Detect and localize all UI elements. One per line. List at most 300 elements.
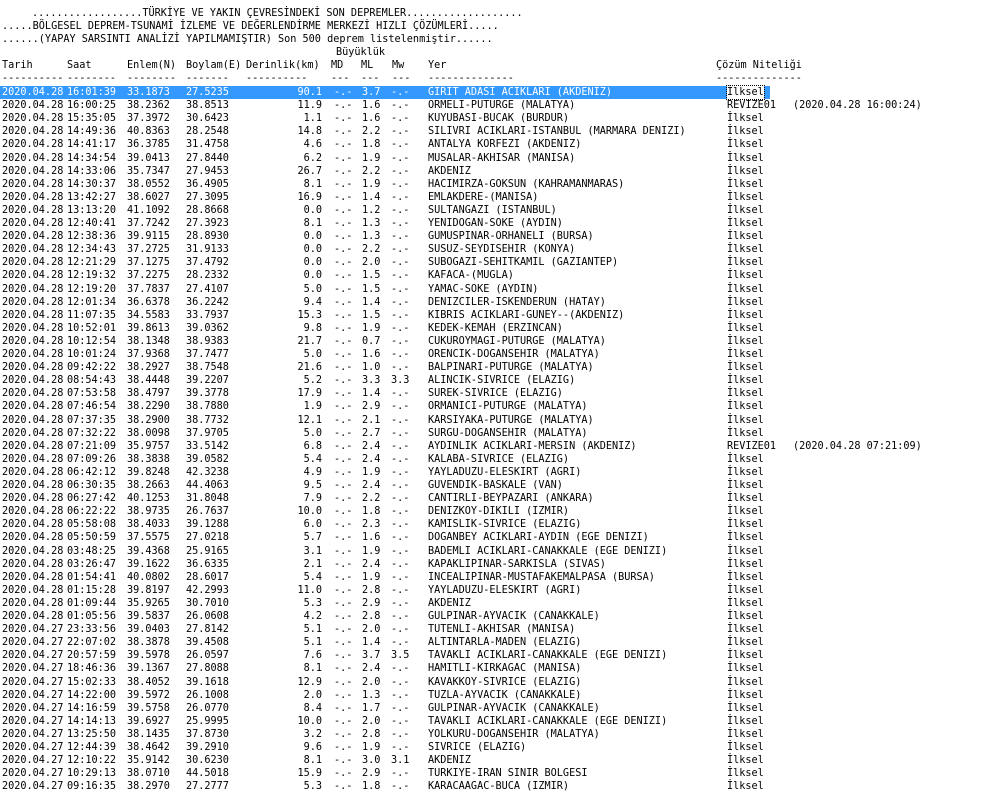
cell-solution: İlksel	[727, 309, 764, 321]
cell-solution: İlksel	[727, 126, 764, 138]
cell-location: AYDINLIK ACIKLARI-MERSIN (AKDENIZ)	[428, 440, 637, 452]
cell-date: 2020.04.28	[2, 152, 64, 164]
cell-date: 2020.04.27	[2, 742, 64, 753]
cell-depth: 8.4	[303, 702, 322, 714]
earthquake-row[interactable]	[0, 689, 1000, 702]
cell-ml: 2.8	[362, 728, 381, 740]
cell-longitude: 38.7548	[186, 362, 229, 374]
cell-location: CUKUROYMAGI-PUTURGE (MALATYA)	[428, 335, 606, 347]
cell-date: 2020.04.28	[2, 558, 64, 570]
cell-mw: -.-	[391, 152, 410, 164]
cell-time: 07:32:22	[67, 427, 117, 439]
earthquake-row[interactable]	[0, 414, 1000, 427]
cell-date: 2020.04.27	[2, 728, 64, 740]
cell-longitude: 26.0770	[186, 702, 229, 714]
cell-ml: 1.6	[362, 113, 381, 125]
cell-mw: -.-	[391, 218, 410, 229]
earthquake-row[interactable]	[0, 296, 1000, 309]
cell-latitude: 39.5758	[127, 702, 170, 714]
cell-ml: 1.6	[362, 100, 381, 112]
cell-solution: İlksel	[727, 689, 764, 701]
cell-time: 14:30:37	[67, 178, 117, 190]
cell-longitude: 37.7477	[186, 349, 229, 360]
cell-mw: 3.3	[391, 375, 410, 387]
earthquake-row[interactable]	[0, 571, 1000, 584]
earthquake-row[interactable]	[0, 676, 1000, 689]
cell-ml: 1.3	[362, 231, 381, 243]
earthquake-row[interactable]	[0, 531, 1000, 544]
cell-date: 2020.04.27	[2, 676, 64, 688]
cell-depth: 8.1	[303, 218, 322, 229]
earthquake-row[interactable]	[0, 125, 1000, 138]
earthquake-row[interactable]	[0, 178, 1000, 191]
cell-location: KAFACA-(MUGLA)	[428, 270, 514, 282]
cell-time: 10:01:24	[67, 349, 117, 360]
rule-latitude: --------	[127, 73, 177, 84]
cell-date: 2020.04.28	[2, 611, 64, 622]
cell-md: -.-	[334, 715, 353, 727]
cell-solution: REVIZE01	[727, 100, 777, 112]
cell-ml: 1.7	[362, 702, 381, 714]
cell-longitude: 39.0582	[186, 453, 229, 465]
cell-ml: 1.9	[362, 545, 381, 557]
earthquake-row[interactable]	[0, 322, 1000, 335]
cell-depth: 3.1	[303, 545, 322, 557]
cell-ml: 1.6	[362, 349, 381, 360]
cell-md: -.-	[334, 519, 353, 531]
cell-md: -.-	[334, 204, 353, 216]
earthquake-row[interactable]	[0, 492, 1000, 505]
cell-date: 2020.04.28	[2, 375, 64, 387]
cell-longitude: 25.9165	[186, 545, 229, 557]
cell-depth: 0.0	[303, 244, 322, 256]
cell-date: 2020.04.28	[2, 401, 64, 413]
cell-depth: 9.4	[303, 296, 322, 308]
cell-mw: -.-	[391, 571, 410, 583]
cell-md: -.-	[334, 191, 353, 203]
col-header-depth: Derinlik(km)	[246, 60, 320, 71]
cell-longitude: 36.6335	[186, 558, 229, 570]
earthquake-row[interactable]	[0, 243, 1000, 256]
cell-depth: 5.3	[303, 781, 322, 793]
cell-latitude: 39.5972	[127, 689, 170, 701]
cell-latitude: 37.9368	[127, 349, 170, 360]
cell-ml: 1.5	[362, 270, 381, 282]
cell-time: 08:54:43	[67, 375, 117, 387]
cell-time: 01:15:28	[67, 584, 117, 596]
cell-time: 22:07:02	[67, 637, 117, 649]
earthquake-row[interactable]	[0, 361, 1000, 374]
cell-depth: 5.1	[303, 624, 322, 636]
cell-mw: -.-	[391, 624, 410, 636]
cell-latitude: 37.5575	[127, 532, 170, 544]
earthquake-row[interactable]	[0, 610, 1000, 623]
cell-ml: 3.0	[362, 755, 381, 767]
cell-longitude: 30.7010	[186, 597, 229, 609]
cell-latitude: 39.0403	[127, 624, 170, 636]
cell-depth: 0.0	[303, 270, 322, 282]
cell-ml: 1.8	[362, 506, 381, 518]
earthquake-row[interactable]	[0, 636, 1000, 649]
earthquake-row[interactable]	[0, 715, 1000, 728]
earthquake-row[interactable]	[0, 191, 1000, 204]
cell-md: -.-	[334, 100, 353, 112]
cell-mw: -.-	[391, 584, 410, 596]
cell-location: EMLAKDERE-(MANISA)	[428, 191, 539, 203]
cell-ml: 2.3	[362, 519, 381, 531]
rule-location: --------------	[428, 73, 514, 84]
earthquake-row[interactable]	[0, 767, 1000, 780]
earthquake-row[interactable]	[0, 230, 1000, 243]
cell-solution: İlksel	[727, 755, 764, 767]
cell-mw: -.-	[391, 335, 410, 347]
cell-latitude: 38.0710	[127, 768, 170, 780]
cell-md: -.-	[334, 624, 353, 636]
cell-depth: 90.1	[297, 87, 322, 98]
cell-date: 2020.04.28	[2, 493, 64, 505]
cell-location: SUBOGAZI-SEHITKAMIL (GAZIANTEP)	[428, 257, 619, 269]
earthquake-row[interactable]	[0, 728, 1000, 741]
col-header-time: Saat	[67, 60, 92, 71]
cell-ml: 1.9	[362, 322, 381, 334]
cell-ml: 2.0	[362, 676, 381, 688]
cell-latitude: 36.6378	[127, 296, 170, 308]
cell-solution: İlksel	[727, 335, 764, 347]
cell-time: 10:29:13	[67, 768, 117, 780]
earthquake-row[interactable]	[0, 400, 1000, 413]
cell-latitude: 39.1367	[127, 663, 170, 675]
cell-location: ORENCIK-DOGANSEHIR (MALATYA)	[428, 349, 600, 360]
cell-mw: -.-	[391, 401, 410, 413]
cell-mw: -.-	[391, 611, 410, 622]
cell-solution: İlksel	[727, 624, 764, 636]
subtitle-line: .....BÖLGESEL DEPREM-TSUNAMİ İZLEME VE DEĞERLENDİRME MERKEZİ HIZLI ÇÖZÜMLERİ.....	[2, 21, 499, 32]
cell-solution: İlksel	[727, 584, 764, 596]
cell-longitude: 27.8088	[186, 663, 229, 675]
cell-date: 2020.04.27	[2, 702, 64, 714]
earthquake-row[interactable]	[0, 335, 1000, 348]
cell-solution: İlksel	[727, 545, 764, 557]
earthquake-row[interactable]	[0, 780, 1000, 793]
cell-depth: 1.9	[303, 401, 322, 413]
earthquake-row[interactable]	[0, 165, 1000, 178]
cell-depth: 0.0	[303, 231, 322, 243]
cell-ml: 1.9	[362, 571, 381, 583]
cell-location: ORMELI-PUTURGE (MALATYA)	[428, 100, 576, 112]
cell-date: 2020.04.27	[2, 650, 64, 662]
cell-mw: -.-	[391, 532, 410, 544]
cell-date: 2020.04.28	[2, 204, 64, 216]
cell-depth: 4.9	[303, 466, 322, 478]
cell-mw: -.-	[391, 742, 410, 753]
cell-time: 06:30:35	[67, 480, 117, 491]
cell-time: 11:07:35	[67, 309, 117, 321]
rule-ml: ---	[361, 73, 380, 84]
cell-longitude: 27.3923	[186, 218, 229, 229]
cell-mw: -.-	[391, 296, 410, 308]
earthquake-row[interactable]	[0, 518, 1000, 531]
cell-solution: İlksel	[727, 427, 764, 439]
earthquake-row[interactable]	[0, 505, 1000, 518]
cell-location: KUYUBASI-BUCAK (BURDUR)	[428, 113, 570, 125]
cell-latitude: 37.7837	[127, 283, 170, 295]
cell-ml: 2.2	[362, 126, 381, 138]
earthquake-row[interactable]	[0, 597, 1000, 610]
cell-location: KAMISLIK-SIVRICE (ELAZIG)	[428, 519, 582, 531]
cell-depth: 7.9	[303, 493, 322, 505]
cell-date: 2020.04.28	[2, 519, 64, 531]
cell-location: ALTINTARLA-MADEN (ELAZIG)	[428, 637, 582, 649]
cell-longitude: 42.3238	[186, 466, 229, 478]
notice-line: ......(YAPAY SARSINTI ANALİZİ YAPILMAMIŞTIR) Son 500 deprem listelenmiştir......	[2, 34, 493, 45]
cell-latitude: 38.2900	[127, 414, 170, 426]
cell-date: 2020.04.28	[2, 545, 64, 557]
cell-time: 07:09:26	[67, 453, 117, 465]
earthquake-row[interactable]	[0, 427, 1000, 440]
cell-solution: İlksel	[727, 296, 764, 308]
cell-mw: -.-	[391, 597, 410, 609]
cell-depth: 14.8	[297, 126, 322, 138]
cell-time: 15:02:33	[67, 676, 117, 688]
cell-location: ORMANICI-PUTURGE (MALATYA)	[428, 401, 588, 413]
cell-latitude: 35.9265	[127, 597, 170, 609]
earthquake-row[interactable]	[0, 374, 1000, 387]
earthquake-row[interactable]	[0, 217, 1000, 230]
cell-solution: İlksel	[727, 322, 764, 334]
cell-md: -.-	[334, 480, 353, 491]
earthquake-row[interactable]	[0, 348, 1000, 361]
cell-latitude: 38.2362	[127, 100, 170, 112]
cell-ml: 1.3	[362, 689, 381, 701]
cell-solution: İlksel	[727, 453, 764, 465]
cell-depth: 5.2	[303, 375, 322, 387]
cell-mw: -.-	[391, 781, 410, 793]
cell-solution: İlksel	[727, 480, 764, 491]
cell-date: 2020.04.28	[2, 480, 64, 491]
cell-location: YAYLADUZU-ELESKIRT (AGRI)	[428, 466, 582, 478]
cell-time: 16:00:25	[67, 100, 117, 112]
earthquake-row[interactable]	[0, 204, 1000, 217]
earthquake-row[interactable]	[0, 112, 1000, 125]
cell-depth: 12.9	[297, 676, 322, 688]
cell-md: -.-	[334, 663, 353, 675]
earthquake-row[interactable]	[0, 283, 1000, 296]
cell-location: BADEMLI ACIKLARI-CANAKKALE (EGE DENIZI)	[428, 545, 668, 557]
cell-time: 01:05:56	[67, 611, 117, 622]
cell-longitude: 28.6017	[186, 571, 229, 583]
cell-depth: 5.4	[303, 571, 322, 583]
cell-solution: İlksel	[727, 414, 764, 426]
cell-latitude: 38.2290	[127, 401, 170, 413]
earthquake-row[interactable]	[0, 584, 1000, 597]
earthquake-row[interactable]	[0, 387, 1000, 400]
cell-mw: -.-	[391, 558, 410, 570]
cell-ml: 1.6	[362, 532, 381, 544]
cell-longitude: 27.9453	[186, 165, 229, 177]
cell-mw: -.-	[391, 388, 410, 400]
cell-ml: 2.9	[362, 768, 381, 780]
earthquake-row[interactable]	[0, 741, 1000, 754]
cell-time: 14:14:13	[67, 715, 117, 727]
earthquake-row[interactable]	[0, 545, 1000, 558]
cell-latitude: 38.4642	[127, 742, 170, 753]
cell-ml: 3.3	[362, 375, 381, 387]
cell-time: 06:22:22	[67, 506, 117, 518]
cell-mw: -.-	[391, 283, 410, 295]
cell-depth: 5.3	[303, 597, 322, 609]
earthquake-row[interactable]	[0, 558, 1000, 571]
cell-md: -.-	[334, 244, 353, 256]
cell-longitude: 39.1618	[186, 676, 229, 688]
cell-location: KIBRIS ACIKLARI-GUNEY--(AKDENIZ)	[428, 309, 625, 321]
cell-solution: İlksel	[727, 768, 764, 780]
cell-latitude: 37.3972	[127, 113, 170, 125]
cell-ml: 2.9	[362, 597, 381, 609]
cell-depth: 5.7	[303, 532, 322, 544]
cell-time: 14:33:06	[67, 165, 117, 177]
cell-ml: 1.5	[362, 283, 381, 295]
cell-ml: 1.4	[362, 388, 381, 400]
cell-md: -.-	[334, 650, 353, 662]
cell-location: SUREK-SIVRICE (ELAZIG)	[428, 388, 563, 400]
cell-solution: İlksel	[727, 519, 764, 531]
cell-time: 14:49:36	[67, 126, 117, 138]
earthquake-row-selected[interactable]	[0, 86, 1000, 99]
cell-md: -.-	[334, 414, 353, 426]
cell-latitude: 35.9142	[127, 755, 170, 767]
cell-solution: İlksel	[727, 165, 764, 177]
cell-mw: -.-	[391, 676, 410, 688]
cell-latitude: 38.6027	[127, 191, 170, 203]
cell-ml: 2.4	[362, 480, 381, 491]
col-header-date: Tarih	[2, 60, 33, 71]
cell-ml: 2.0	[362, 257, 381, 269]
rule-longitude: -------	[186, 73, 229, 84]
cell-md: -.-	[334, 113, 353, 125]
cell-ml: 1.8	[362, 781, 381, 793]
earthquake-row[interactable]	[0, 479, 1000, 492]
cell-date: 2020.04.28	[2, 453, 64, 465]
cell-md: -.-	[334, 584, 353, 596]
earthquake-row[interactable]	[0, 152, 1000, 165]
earthquake-row[interactable]	[0, 662, 1000, 675]
cell-solution: İlksel	[727, 191, 764, 203]
cell-md: -.-	[334, 571, 353, 583]
cell-ml: 1.5	[362, 309, 381, 321]
cell-longitude: 39.2207	[186, 375, 229, 387]
cell-depth: 2.0	[303, 689, 322, 701]
cell-ml: 1.0	[362, 362, 381, 374]
cell-longitude: 26.0608	[186, 611, 229, 622]
earthquake-row[interactable]	[0, 309, 1000, 322]
cell-solution: İlksel	[727, 204, 764, 216]
cell-longitude: 39.4508	[186, 637, 229, 649]
earthquake-row[interactable]	[0, 754, 1000, 767]
cell-date: 2020.04.28	[2, 414, 64, 426]
cell-md: -.-	[334, 270, 353, 282]
cell-date: 2020.04.28	[2, 231, 64, 243]
cell-depth: 11.9	[297, 100, 322, 112]
cell-solution: İlksel	[727, 532, 764, 544]
cell-time: 12:19:20	[67, 283, 117, 295]
col-header-solution: Çözüm Niteliği	[716, 60, 802, 71]
cell-location: BALPINARI-PUTURGE (MALATYA)	[428, 362, 594, 374]
cell-time: 07:37:35	[67, 414, 117, 426]
cell-revision-time: (2020.04.28 16:00:24)	[793, 100, 922, 112]
cell-mw: -.-	[391, 231, 410, 243]
col-header-ml: ML	[361, 60, 374, 71]
cell-depth: 5.0	[303, 427, 322, 439]
earthquake-row[interactable]	[0, 440, 1000, 453]
cell-location: ALINCIK-SIVRICE (ELAZIG)	[428, 375, 576, 387]
cell-mw: -.-	[391, 414, 410, 426]
cell-mw: -.-	[391, 453, 410, 465]
cell-solution: İlksel	[727, 702, 764, 714]
cell-latitude: 39.5978	[127, 650, 170, 662]
cell-md: -.-	[334, 453, 353, 465]
cell-date: 2020.04.28	[2, 506, 64, 518]
cell-time: 03:48:25	[67, 545, 117, 557]
cell-mw: -.-	[391, 440, 410, 452]
cell-date: 2020.04.28	[2, 532, 64, 544]
cell-ml: 2.1	[362, 414, 381, 426]
earthquake-row[interactable]	[0, 256, 1000, 269]
cell-latitude: 39.8197	[127, 584, 170, 596]
earthquake-row[interactable]	[0, 269, 1000, 282]
cell-longitude: 38.8513	[186, 100, 229, 112]
earthquake-row[interactable]	[0, 649, 1000, 662]
cell-md: -.-	[334, 689, 353, 701]
earthquake-row[interactable]	[0, 99, 1000, 112]
cell-date: 2020.04.27	[2, 663, 64, 675]
cell-date: 2020.04.27	[2, 768, 64, 780]
cell-depth: 5.0	[303, 349, 322, 360]
cell-depth: 4.6	[303, 139, 322, 151]
cell-longitude: 33.5142	[186, 440, 229, 452]
cell-solution: İlksel	[727, 349, 764, 360]
cell-md: -.-	[334, 322, 353, 334]
cell-location: INCEALIPINAR-MUSTAFAKEMALPASA (BURSA)	[428, 571, 655, 583]
cell-depth: 15.3	[297, 309, 322, 321]
earthquake-row[interactable]	[0, 623, 1000, 636]
cell-ml: 1.4	[362, 637, 381, 649]
cell-latitude: 39.8613	[127, 322, 170, 334]
cell-mw: -.-	[391, 663, 410, 675]
cell-mw: -.-	[391, 165, 410, 177]
cell-solution: İlksel	[727, 493, 764, 505]
cell-location: DENIZCILER-ISKENDERUN (HATAY)	[428, 296, 606, 308]
cell-depth: 21.7	[297, 335, 322, 347]
cell-location: SILIVRI ACIKLARI-ISTANBUL (MARMARA DENIZI)	[428, 126, 686, 138]
earthquake-row[interactable]	[0, 702, 1000, 715]
cell-location: GULPINAR-AYVACIK (CANAKKALE)	[428, 702, 600, 714]
cell-latitude: 38.2927	[127, 362, 170, 374]
cell-latitude: 34.5583	[127, 309, 170, 321]
earthquake-row[interactable]	[0, 453, 1000, 466]
earthquake-row[interactable]	[0, 138, 1000, 151]
cell-mw: -.-	[391, 322, 410, 334]
cell-latitude: 37.2275	[127, 270, 170, 282]
cell-depth: 9.8	[303, 322, 322, 334]
earthquake-row[interactable]	[0, 466, 1000, 479]
cell-date: 2020.04.28	[2, 257, 64, 269]
cell-solution: İlksel	[727, 401, 764, 413]
cell-longitude: 31.8048	[186, 493, 229, 505]
cell-latitude: 38.4797	[127, 388, 170, 400]
cell-depth: 17.9	[297, 388, 322, 400]
cell-time: 12:01:34	[67, 296, 117, 308]
cell-longitude: 27.2777	[186, 781, 229, 793]
